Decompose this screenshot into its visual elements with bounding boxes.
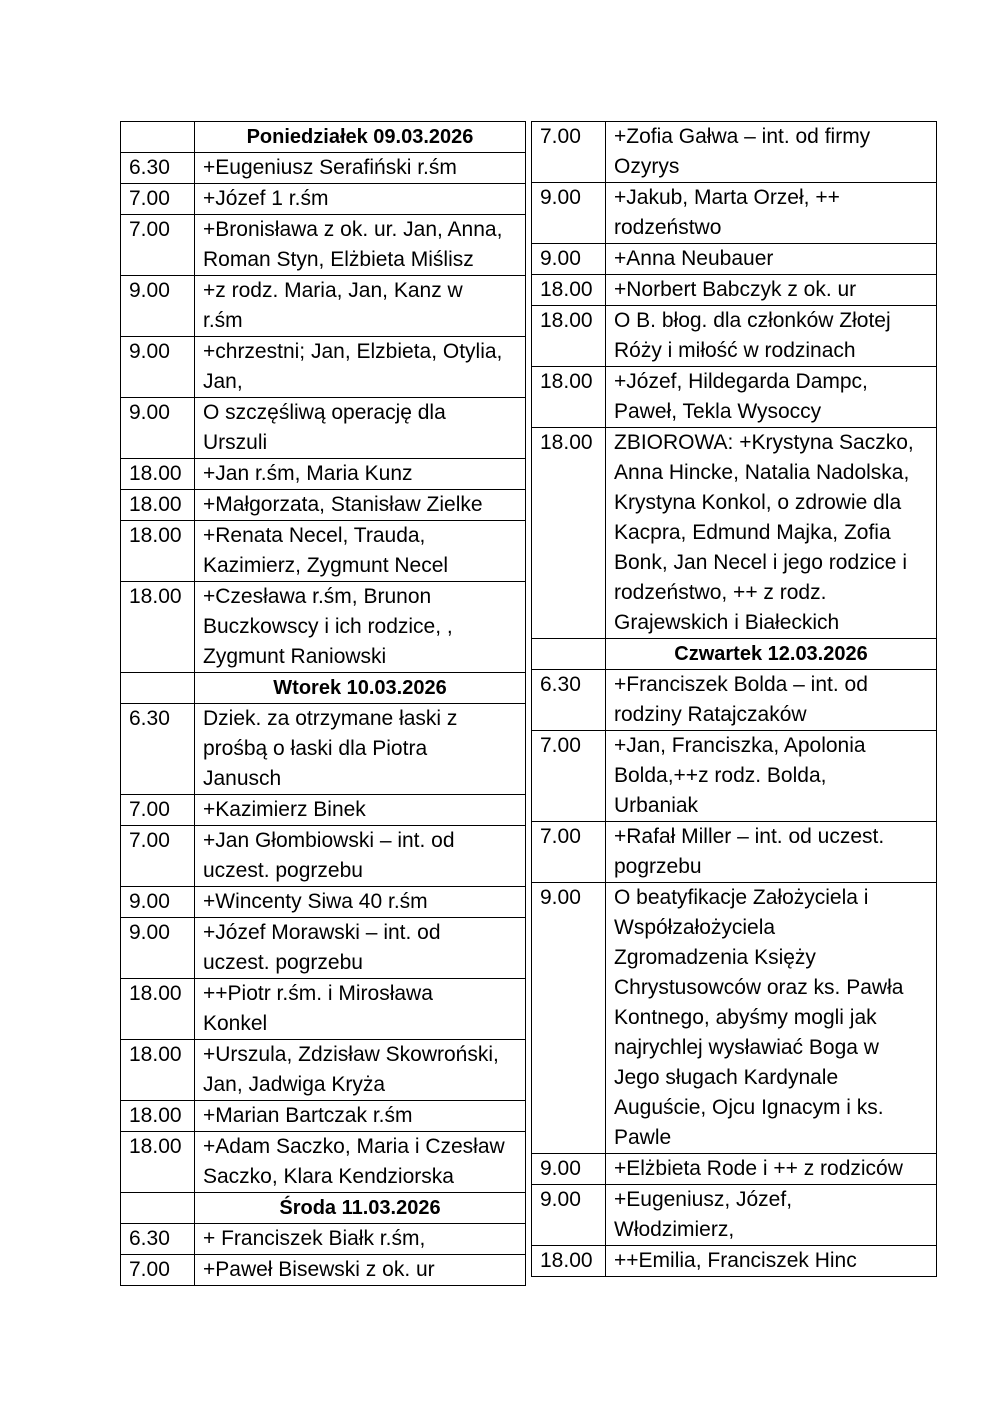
day-header-row: [121, 1193, 526, 1224]
mass-intention: +Adam Saczko, Maria i Czesław Saczko, Klara Kendziorska: [195, 1132, 526, 1193]
mass-time: 9.00: [121, 887, 195, 918]
day-header-spacer: [121, 1193, 195, 1224]
mass-time: 7.00: [121, 184, 195, 215]
mass-intention-row: [532, 1154, 937, 1185]
mass-time: 9.00: [121, 398, 195, 459]
mass-time: 7.00: [121, 1255, 195, 1286]
mass-intention-row: [121, 153, 526, 184]
mass-intention: +Eugeniusz, Józef, Włodzimierz,: [606, 1185, 937, 1246]
mass-intention: +Paweł Bisewski z ok. ur: [195, 1255, 526, 1286]
mass-intention-row: [121, 398, 526, 459]
mass-intention-row: [121, 795, 526, 826]
mass-intention-row: [121, 1255, 526, 1286]
mass-intention-row: [121, 704, 526, 795]
mass-intention: + Franciszek Białk r.śm,: [195, 1224, 526, 1255]
mass-time: 18.00: [121, 1132, 195, 1193]
day-header-row: [121, 673, 526, 704]
mass-intention: Dziek. za otrzymane łaski z prośbą o łaski dla Piotra Janusch: [195, 704, 526, 795]
mass-intention-row: [121, 490, 526, 521]
mass-intention: +Czesława r.śm, Brunon Buczkowscy i ich rodzice, , Zygmunt Raniowski: [195, 582, 526, 673]
mass-time: 9.00: [532, 183, 606, 244]
mass-time: 9.00: [121, 337, 195, 398]
mass-intention: +Jan Głombiowski – int. od uczest. pogrzebu: [195, 826, 526, 887]
mass-time: 9.00: [532, 1185, 606, 1246]
day-header: Poniedziałek 09.03.2026: [195, 122, 526, 153]
mass-time: 18.00: [121, 521, 195, 582]
mass-intention: +Kazimierz Binek: [195, 795, 526, 826]
mass-intention: +Urszula, Zdzisław Skowroński, Jan, Jadwiga Kryża: [195, 1040, 526, 1101]
mass-intention-row: [121, 215, 526, 276]
mass-intention: O B. błog. dla członków Złotej Róży i miłość w rodzinach: [606, 306, 937, 367]
mass-intention: +Franciszek Bolda – int. od rodziny Ratajczaków: [606, 670, 937, 731]
schedule-table-right: [531, 121, 937, 1277]
mass-time: 18.00: [532, 428, 606, 639]
mass-intention: +Marian Bartczak r.śm: [195, 1101, 526, 1132]
mass-time: 18.00: [532, 367, 606, 428]
mass-intention: +Eugeniusz Serafiński r.śm: [195, 153, 526, 184]
mass-intention-row: [121, 918, 526, 979]
mass-time: 7.00: [532, 822, 606, 883]
day-header-spacer: [121, 122, 195, 153]
day-header-spacer: [532, 639, 606, 670]
mass-intention-row: [121, 979, 526, 1040]
mass-intention-row: [121, 1224, 526, 1255]
mass-intention: +Józef Morawski – int. od uczest. pogrzebu: [195, 918, 526, 979]
mass-time: 9.00: [532, 244, 606, 275]
mass-intention: +chrzestni; Jan, Elzbieta, Otylia, Jan,: [195, 337, 526, 398]
mass-time: 18.00: [532, 306, 606, 367]
mass-intention: +Józef, Hildegarda Dampc, Paweł, Tekla Wysoccy: [606, 367, 937, 428]
mass-intention-row: [532, 1246, 937, 1277]
mass-time: 18.00: [121, 459, 195, 490]
mass-time: 9.00: [532, 1154, 606, 1185]
mass-intention: +Rafał Miller – int. od uczest. pogrzebu: [606, 822, 937, 883]
mass-time: 18.00: [121, 1101, 195, 1132]
mass-intention: ++Piotr r.śm. i Mirosława Konkel: [195, 979, 526, 1040]
mass-time: 6.30: [121, 153, 195, 184]
mass-time: 9.00: [532, 883, 606, 1154]
mass-intention-row: [121, 1132, 526, 1193]
mass-intention-row: [121, 826, 526, 887]
mass-time: 7.00: [121, 795, 195, 826]
mass-time: 18.00: [121, 979, 195, 1040]
mass-intention-row: [532, 670, 937, 731]
mass-intention: +Anna Neubauer: [606, 244, 937, 275]
mass-intention-row: [532, 731, 937, 822]
mass-intention: +Elżbieta Rode i ++ z rodziców: [606, 1154, 937, 1185]
mass-intention: +Jan r.śm, Maria Kunz: [195, 459, 526, 490]
mass-intention: +Jan, Franciszka, Apolonia Bolda,++z rodz. Bolda, Urbaniak: [606, 731, 937, 822]
mass-time: 9.00: [121, 918, 195, 979]
mass-intention-row: [532, 183, 937, 244]
mass-intention: ++Emilia, Franciszek Hinc: [606, 1246, 937, 1277]
mass-intention-row: [121, 1040, 526, 1101]
mass-intention: +Jakub, Marta Orzeł, ++ rodzeństwo: [606, 183, 937, 244]
mass-intention: +Józef 1 r.śm: [195, 184, 526, 215]
mass-time: 18.00: [532, 1246, 606, 1277]
mass-time: 18.00: [121, 582, 195, 673]
mass-intention-row: [121, 184, 526, 215]
mass-intention-row: [121, 337, 526, 398]
mass-intention-row: [532, 883, 937, 1154]
mass-intention-row: [121, 521, 526, 582]
mass-intention-row: [532, 122, 937, 183]
mass-time: 7.00: [121, 215, 195, 276]
mass-time: 9.00: [121, 276, 195, 337]
mass-time: 7.00: [121, 826, 195, 887]
mass-intention-row: [532, 822, 937, 883]
mass-intention-row: [121, 887, 526, 918]
mass-intention-row: [532, 244, 937, 275]
mass-intention: ZBIOROWA: +Krystyna Saczko, Anna Hincke, Natalia Nadolska, Krystyna Konkol, o zdrowie dla Kacpra, Edmund Majka, Zofia Bonk, Jan Necel i jego rodzice i rodzeństwo, ++ z rodz. Grajewskich i Białeckich: [606, 428, 937, 639]
mass-time: 18.00: [121, 490, 195, 521]
mass-time: 7.00: [532, 731, 606, 822]
mass-intention-row: [532, 1185, 937, 1246]
mass-intention: +Zofia Gałwa – int. od firmy Ozyrys: [606, 122, 937, 183]
mass-time: 18.00: [532, 275, 606, 306]
mass-intention-row: [532, 367, 937, 428]
mass-intention-row: [121, 276, 526, 337]
day-header-row: [532, 639, 937, 670]
day-header: Czwartek 12.03.2026: [606, 639, 937, 670]
mass-time: 7.00: [532, 122, 606, 183]
schedule-table-left: [120, 121, 526, 1286]
mass-time: 6.30: [121, 704, 195, 795]
day-header: Środa 11.03.2026: [195, 1193, 526, 1224]
mass-intention: +Małgorzata, Stanisław Zielke: [195, 490, 526, 521]
mass-intention-row: [532, 306, 937, 367]
day-header-spacer: [121, 673, 195, 704]
day-header-row: [121, 122, 526, 153]
mass-intention: +Renata Necel, Trauda, Kazimierz, Zygmunt Necel: [195, 521, 526, 582]
mass-intention: +Wincenty Siwa 40 r.śm: [195, 887, 526, 918]
mass-intention: O szczęśliwą operację dla Urszuli: [195, 398, 526, 459]
mass-intention-row: [121, 459, 526, 490]
mass-intention: +z rodz. Maria, Jan, Kanz w r.śm: [195, 276, 526, 337]
mass-intention-row: [121, 582, 526, 673]
mass-intention-row: [532, 275, 937, 306]
mass-intention: O beatyfikacje Założyciela i Współzałożyciela Zgromadzenia Księży Chrystusowców oraz ks. Pawła Kontnego, abyśmy mogli jak najrychlej wysławiać Boga w Jego sługach Kardynale Auguście, Ojcu Ignacym i ks. Pawle: [606, 883, 937, 1154]
mass-intention-row: [121, 1101, 526, 1132]
mass-time: 6.30: [121, 1224, 195, 1255]
mass-time: 18.00: [121, 1040, 195, 1101]
day-header: Wtorek 10.03.2026: [195, 673, 526, 704]
mass-intention: +Bronisława z ok. ur. Jan, Anna, Roman Styn, Elżbieta Miślisz: [195, 215, 526, 276]
mass-intention: +Norbert Babczyk z ok. ur: [606, 275, 937, 306]
mass-time: 6.30: [532, 670, 606, 731]
mass-intention-row: [532, 428, 937, 639]
